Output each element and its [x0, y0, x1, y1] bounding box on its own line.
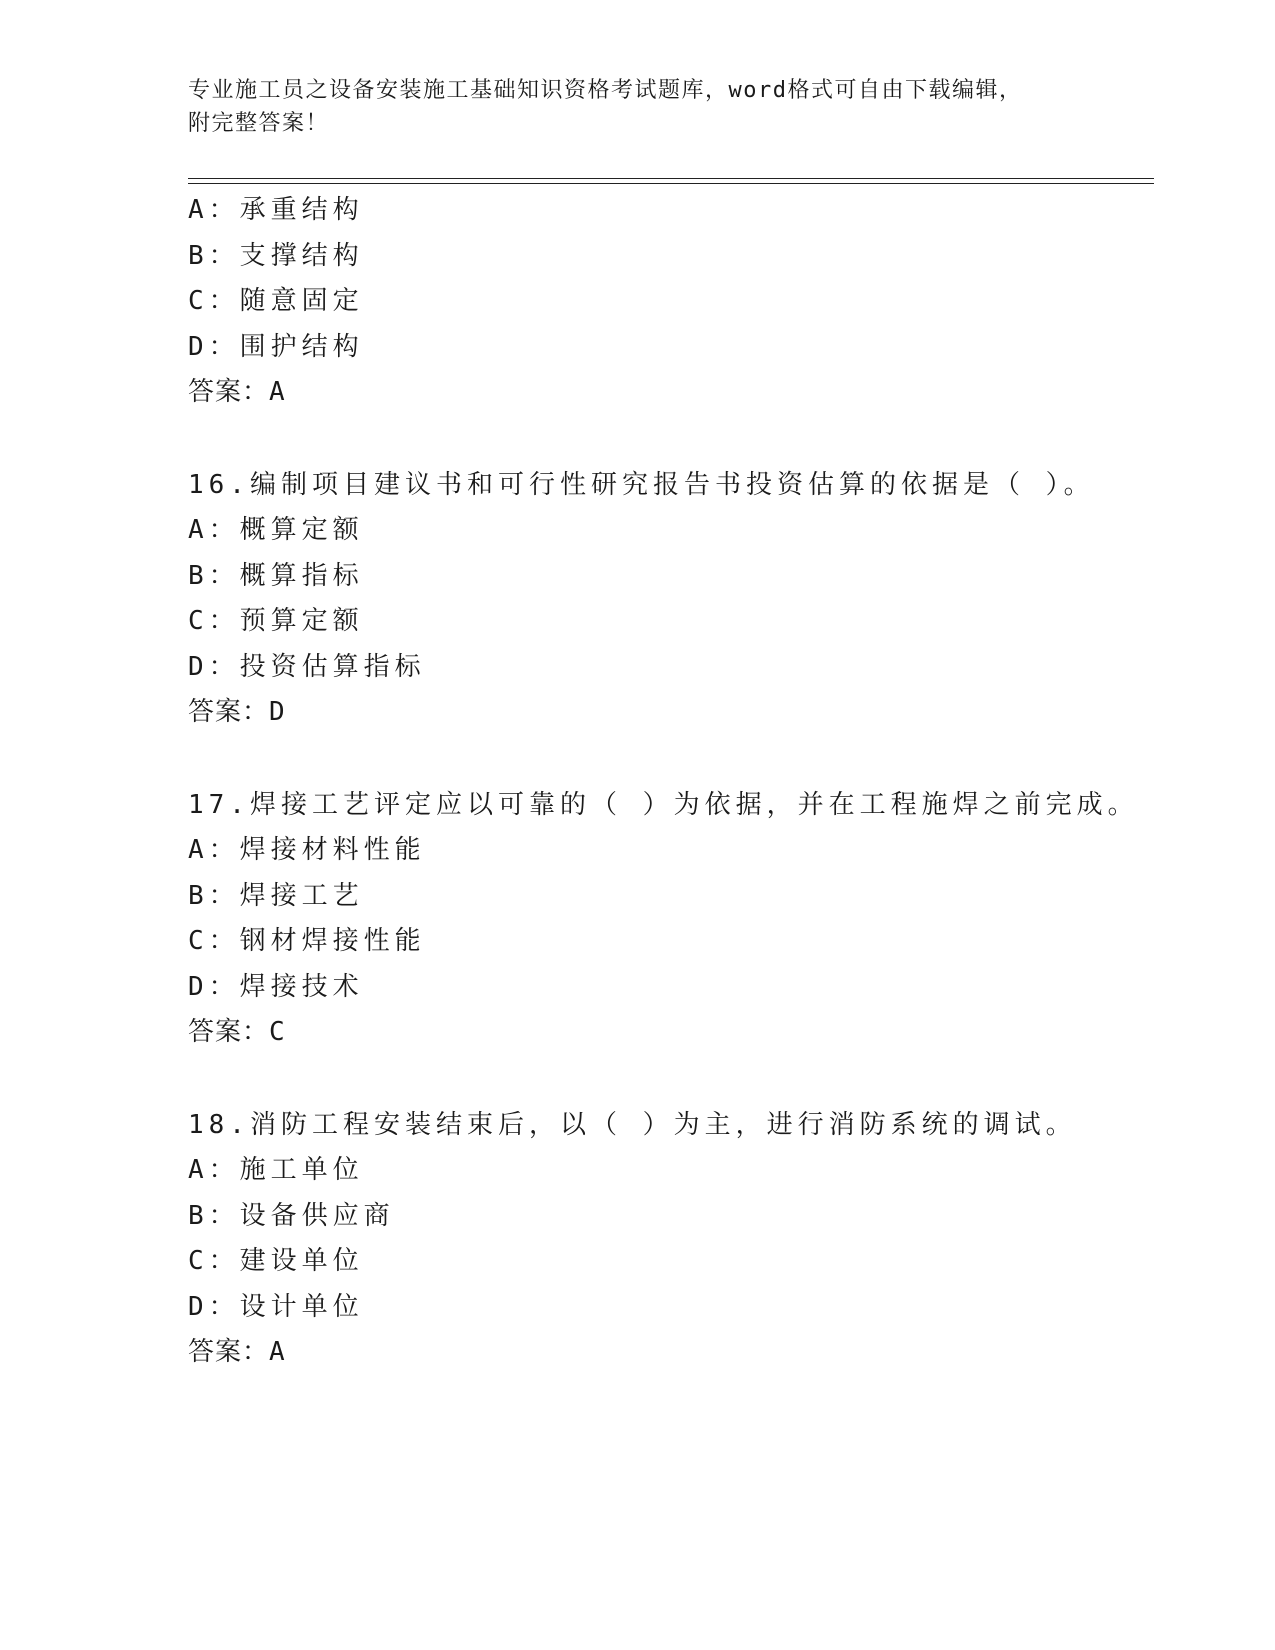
- option-a: A：焊接材料性能: [188, 835, 426, 865]
- document-header: [188, 74, 1088, 140]
- option-b: B：支撑结构: [188, 240, 364, 271]
- answer-line: 答案：D: [188, 697, 286, 727]
- block-spacer: [188, 1056, 1154, 1103]
- header-line-1: 专业施工员之设备安装施工基础知识资格考试题库，word格式可自由下载编辑，: [188, 78, 1023, 103]
- question-text: 16.编制项目建议书和可行性研究报告书投资估算的依据是（ ）。: [188, 469, 1095, 500]
- option-c: C：建设单位: [188, 1246, 364, 1276]
- question-block: [188, 783, 1154, 1056]
- option-a: A：施工单位: [188, 1155, 364, 1185]
- question-block: [188, 1103, 1154, 1376]
- question-text: 18.消防工程安装结束后，以（ ）为主，进行消防系统的调试。: [188, 1109, 1077, 1140]
- answer-line: 答案：A: [188, 1337, 286, 1367]
- option-a: A：承重结构: [188, 195, 364, 225]
- option-d: D：围护结构: [188, 331, 364, 362]
- option-c: C：钢材焊接性能: [188, 926, 426, 956]
- question-list: [188, 188, 1154, 1376]
- header-line-2: 附完整答案！: [188, 111, 330, 136]
- option-c: C：预算定额: [188, 606, 364, 636]
- answer-line: 答案：A: [188, 377, 286, 407]
- option-b: B：设备供应商: [188, 1200, 395, 1231]
- block-spacer: [188, 416, 1154, 463]
- header-divider-top: [188, 178, 1154, 179]
- option-a: A：概算定额: [188, 515, 364, 545]
- answer-line: 答案：C: [188, 1017, 286, 1047]
- option-c: C：随意固定: [188, 286, 364, 316]
- question-text: 17.焊接工艺评定应以可靠的（ ）为依据，并在工程施焊之前完成。: [188, 789, 1139, 820]
- option-b: B：概算指标: [188, 560, 364, 591]
- option-d: D：投资估算指标: [188, 651, 426, 682]
- question-block: [188, 463, 1154, 736]
- block-spacer: [188, 736, 1154, 783]
- option-d: D：设计单位: [188, 1291, 364, 1322]
- option-d: D：焊接技术: [188, 971, 364, 1002]
- option-b: B：焊接工艺: [188, 880, 364, 911]
- header-divider-bottom: [188, 183, 1154, 184]
- question-block: [188, 188, 1154, 416]
